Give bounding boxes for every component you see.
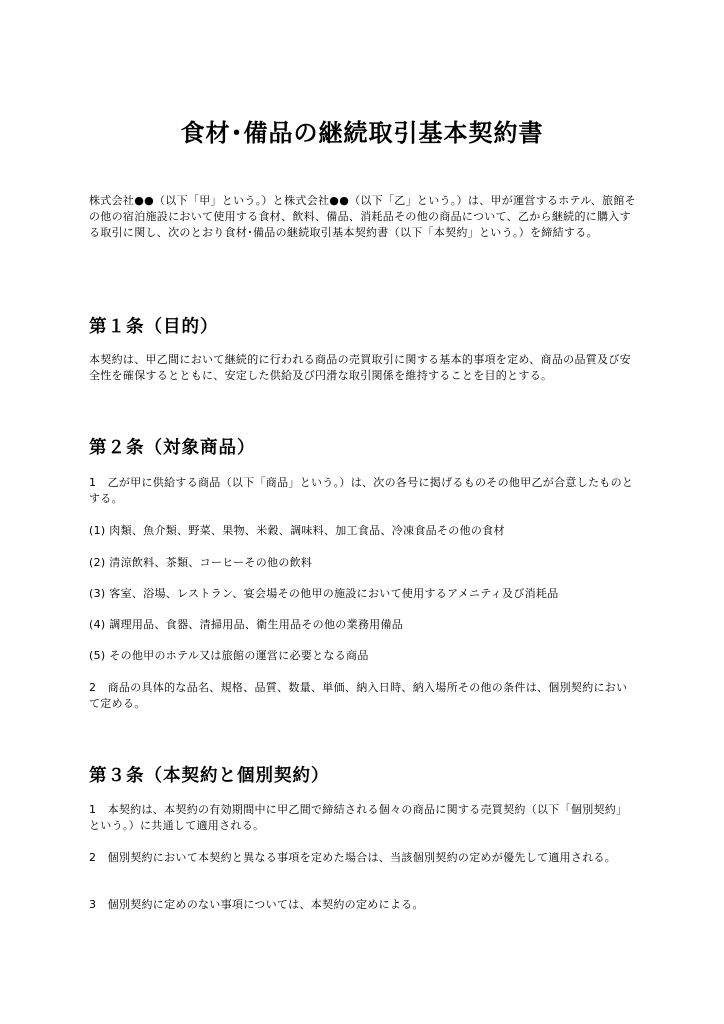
document-title: 食材･備品の継続取引基本契約書 <box>180 119 544 147</box>
article-3-heading: 第３条（本契約と個別契約） <box>89 766 330 786</box>
article-2-item-4: (4) 調理用品、食器、清掃用品、衛生用品その他の業務用備品 <box>89 618 404 631</box>
article-3-clause-1: 1 本契約は、本契約の有効期間中に甲乙間で締結される個々の商品に関する売買契約（以下「個別契約」という。）に共通して適用される。 <box>89 803 628 832</box>
article-3-clause-3: 3 個別契約に定めのない事項については、本契約の定めによる。 <box>89 898 424 911</box>
article-2-item-5: (5) その他甲のホテル又は旅館の運営に必要となる商品 <box>89 649 369 662</box>
article-3-clause-2: 2 個別契約において本契約と異なる事項を定めた場合は、当該個別契約の定めが優先して適用される。 <box>89 851 617 864</box>
article-2-heading: 第２条（対象商品） <box>89 438 256 458</box>
article-2-item-3: (3) 客室、浴場、レストラン、宴会場その他甲の施設において使用するアメニティ及び消耗品 <box>89 587 559 600</box>
article-2-item-1: (1) 肉類、魚介類、野菜、果物、米穀、調味料、加工食品、冷凍食品その他の食材 <box>89 524 505 537</box>
article-2-clause-1: 1 乙が甲に供給する商品（以下「商品」という。）は、次の各号に掲げるものその他甲乙が合意したものとする。 <box>89 476 634 505</box>
article-2-clause-2: 2 商品の具体的な品名、規格、品質、数量、単価、納入日時、納入場所その他の条件は、個別契約において定める。 <box>89 681 628 710</box>
article-1-heading: 第１条（目的） <box>89 317 219 337</box>
article-2-item-2: (2) 清涼飲料、茶類、コーヒーその他の飲料 <box>89 556 313 569</box>
article-1-paragraph: 本契約は、甲乙間において継続的に行われる商品の売買取引に関する基本的事項を定め、商品の品質及び安全性を確保するとともに、安定した供給及び円滑な取引関係を維持することを目的とする。 <box>89 353 631 382</box>
preamble-paragraph: 株式会社●●（以下「甲」という。）と株式会社●●（以下「乙」という。）は、甲が運営するホテル、旅館その他の宿泊施設において使用する食材、飲料、備品、消耗品その他の商品について、乙から継続的に購入する取引に関し、次のとおり食材･備品の継続取引基本契約書（以下「本契約」という。）を締結する。 <box>89 194 636 239</box>
